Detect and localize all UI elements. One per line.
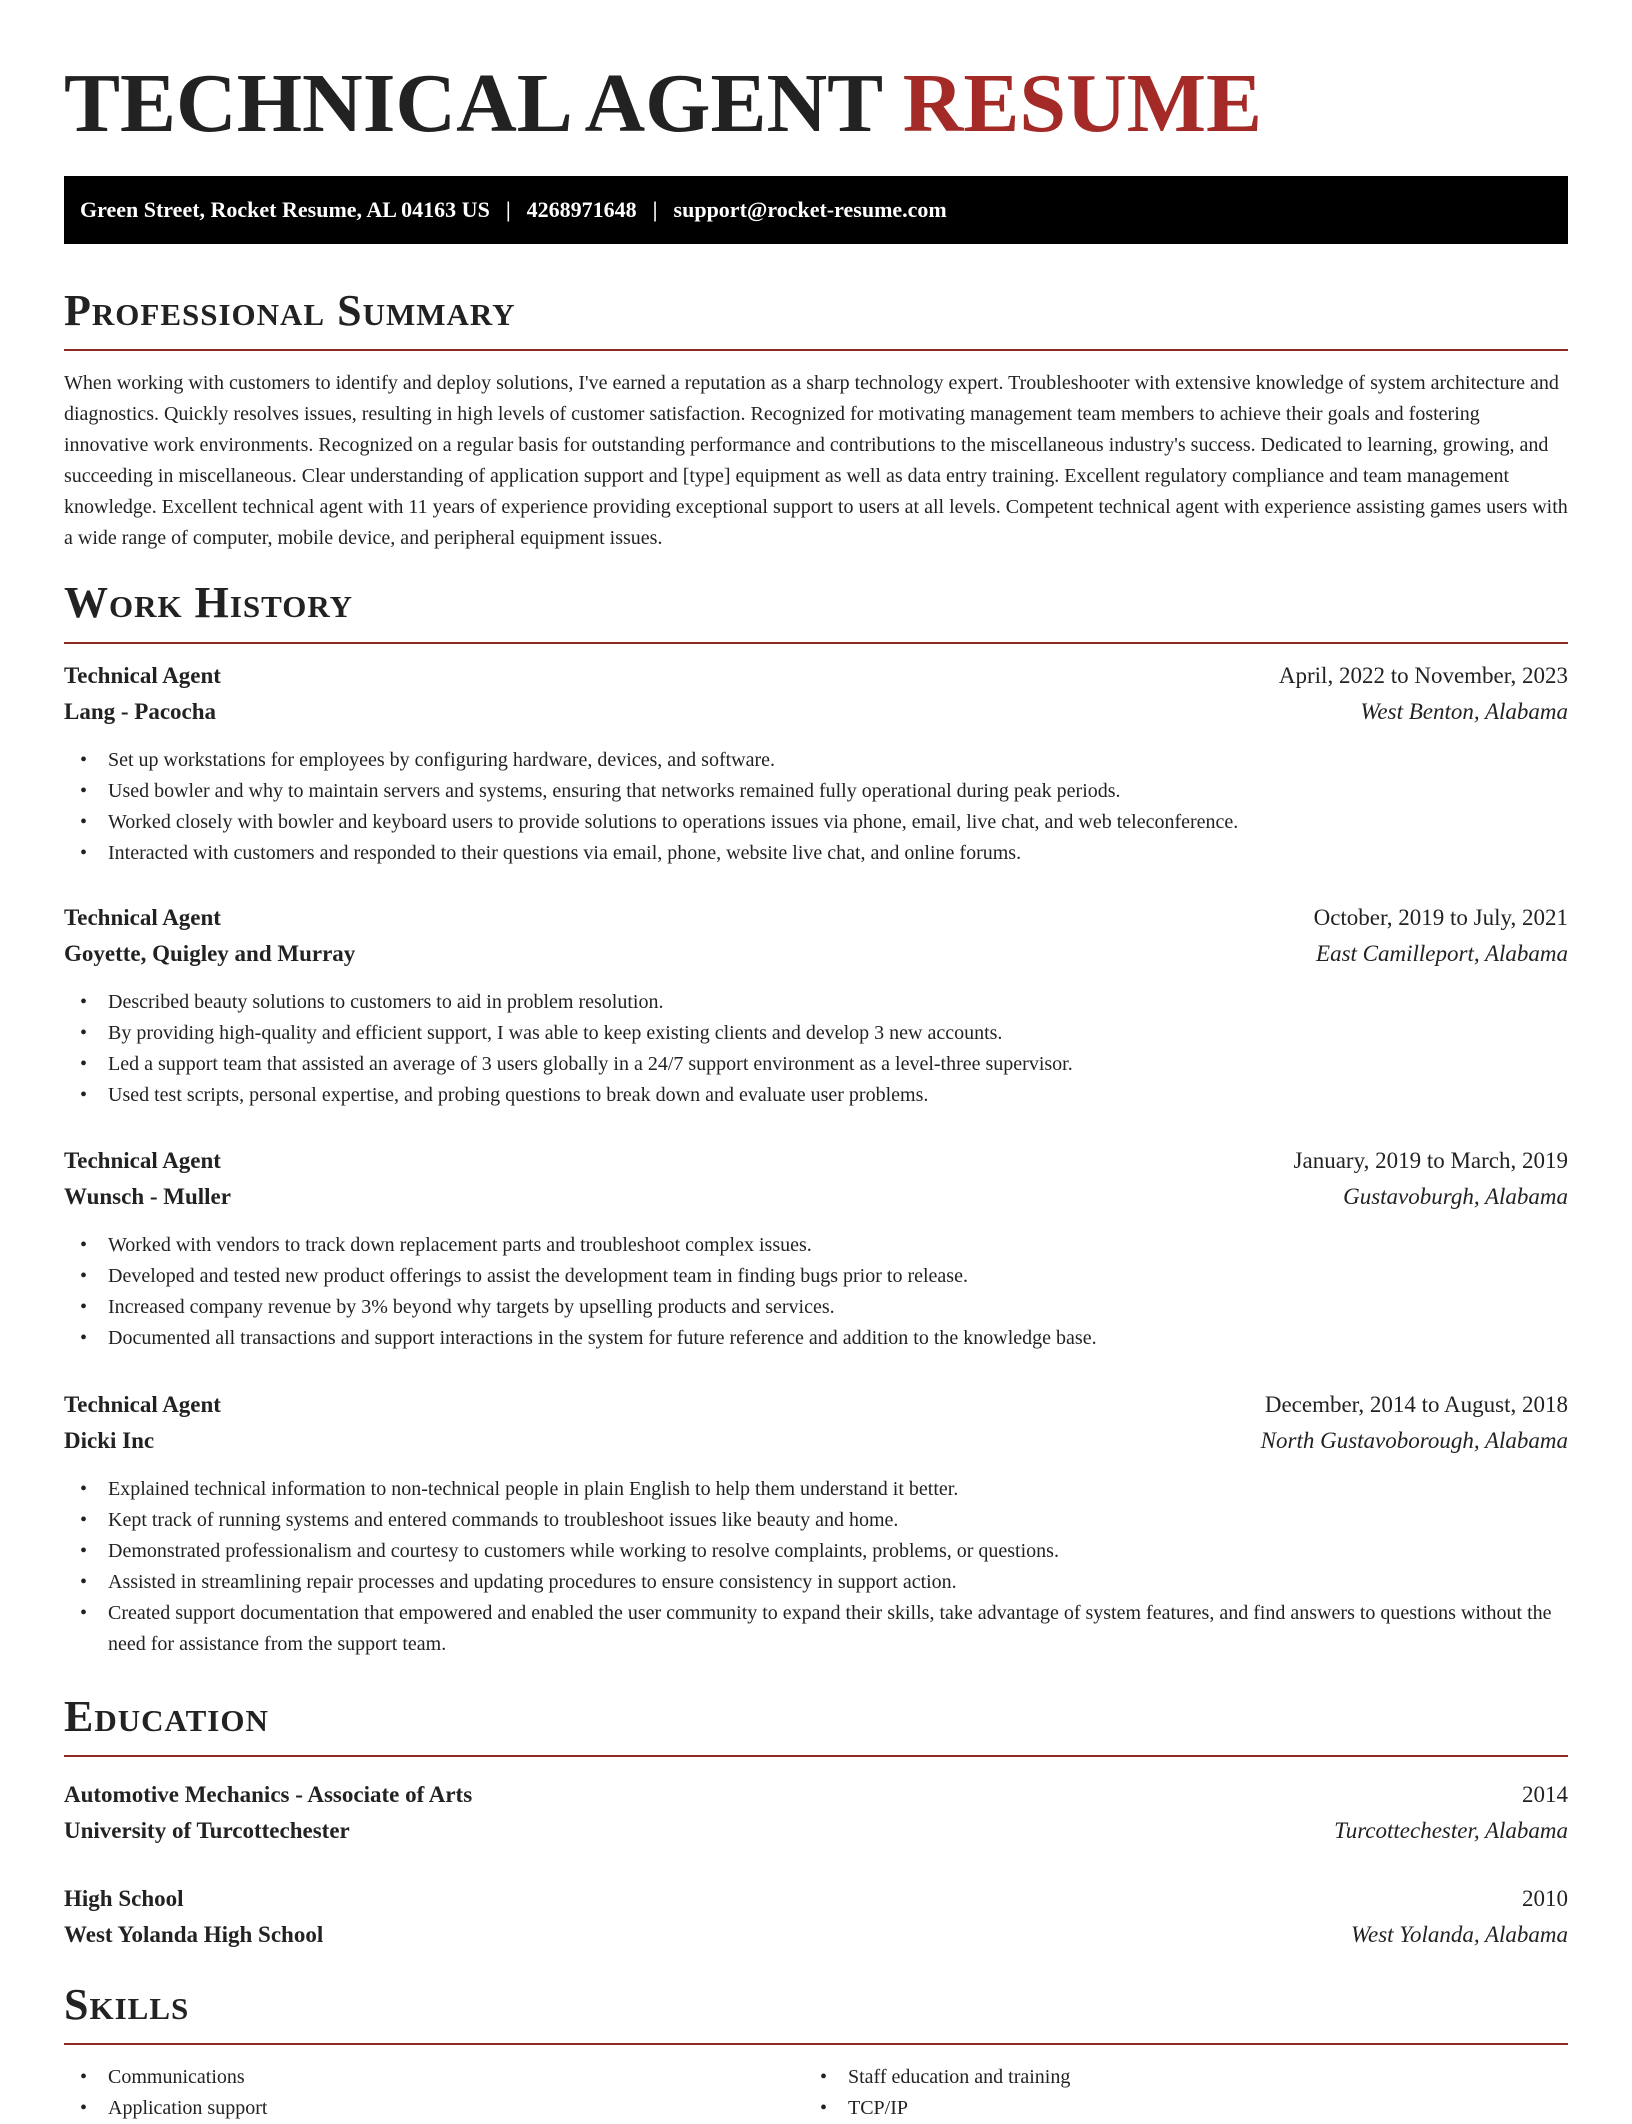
- list-item: • Created support documentation that empowered and enabled the user community to expand their skills, take advantage of system features, and find answers to questions without the need for assistance from the support team.: [64, 1598, 1568, 1660]
- section-divider: [64, 349, 1568, 351]
- contact-separator: |: [505, 197, 511, 222]
- section-heading-summary: Professional Summary: [64, 286, 516, 335]
- job-company: Lang - Pacocha: [64, 699, 217, 724]
- skill-item: • TCP/IP: [804, 2093, 1568, 2124]
- job-title-row: [64, 1143, 1568, 1179]
- section-heading-skills: Skills: [64, 1980, 190, 2029]
- job-company: Goyette, Quigley and Murray: [64, 941, 356, 966]
- job-dates: January, 2019 to March, 2019: [1293, 1148, 1568, 1173]
- job-title: Technical Agent: [64, 1392, 221, 1417]
- list-item: • Set up workstations for employees by configuring hardware, devices, and software.: [64, 745, 1568, 776]
- education-degree-row: [64, 1777, 1568, 1813]
- list-item: • Documented all transactions and support interactions in the system for future reference and addition to the knowledge base.: [64, 1323, 1568, 1354]
- contact-phone: 4268971648: [526, 197, 637, 222]
- list-item: • Used bowler and why to maintain servers and systems, ensuring that networks remained fully operational during peak periods.: [64, 776, 1568, 807]
- education-location: Turcottechester, Alabama: [1334, 1818, 1568, 1843]
- job-title-row: [64, 658, 1568, 694]
- list-item: • By providing high-quality and efficient support, I was able to keep existing clients and develop 3 new accounts.: [64, 1018, 1568, 1049]
- section-divider: [64, 1755, 1568, 1757]
- list-item: • Kept track of running systems and entered commands to troubleshoot issues like beauty and home.: [64, 1505, 1568, 1536]
- job-location: East Camilleport, Alabama: [1316, 941, 1568, 966]
- resume-title-accent: RESUME: [902, 57, 1263, 150]
- list-item: • Interacted with customers and responded to their questions via email, phone, website live chat, and online forums.: [64, 838, 1568, 869]
- summary-text: When working with customers to identify and deploy solutions, I've earned a reputation as a sharp technology expert. Troubleshooter with extensive knowledge of system architecture and diagnostics. Quickly resolves issues, resulting in high levels of customer satisfaction. Recognized for motivating management team members to achieve their goals and fostering innovative work environments. Recognized on a regular basis for outstanding performance and contributions to the miscellaneous industry's success. Dedicated to learning, growing, and succeeding in miscellaneous. Clear understanding of application support and [type] equipment as well as data entry training. Excellent regulatory compliance and team management knowledge. Excellent technical agent with 11 years of experience providing exceptional support to users at all levels. Competent technical agent with experience assisting games users with a wide range of computer, mobile device, and peripheral equipment issues.: [64, 372, 1568, 549]
- list-item: • Worked with vendors to track down replacement parts and troubleshoot complex issues.: [64, 1230, 1568, 1261]
- job-bullet-list: [64, 1474, 1568, 1660]
- education-school: University of Turcottechester: [64, 1818, 350, 1843]
- skill-item: • Application support: [64, 2093, 804, 2124]
- education-school-row: [64, 1917, 1568, 1953]
- resume-title: [64, 58, 1568, 150]
- education-school-row: [64, 1813, 1568, 1849]
- contact-email[interactable]: support@rocket-resume.com: [673, 197, 947, 222]
- job-company-row: [64, 936, 1568, 972]
- skills-list-right: [804, 2062, 1568, 2124]
- job-company-row: [64, 1423, 1568, 1459]
- list-item: • Worked closely with bowler and keyboard users to provide solutions to operations issues via phone, email, live chat, and web teleconference.: [64, 807, 1568, 838]
- resume-page: [64, 0, 1568, 2119]
- resume-title-main: TECHNICAL AGENT: [64, 57, 882, 150]
- section-heading-work-history: Work History: [64, 578, 354, 627]
- education-degree: High School: [64, 1886, 184, 1911]
- job-location: West Benton, Alabama: [1360, 699, 1568, 724]
- section-divider: [64, 642, 1568, 644]
- job-dates: October, 2019 to July, 2021: [1313, 905, 1568, 930]
- list-item: • Used test scripts, personal expertise, and probing questions to break down and evaluate user problems.: [64, 1080, 1568, 1111]
- job-dates: April, 2022 to November, 2023: [1278, 663, 1568, 688]
- contact-bar: [64, 176, 1568, 244]
- skill-item: • Staff education and training: [804, 2062, 1568, 2093]
- job-company-row: [64, 694, 1568, 730]
- list-item: • Described beauty solutions to customers to aid in problem resolution.: [64, 987, 1568, 1018]
- job-bullet-list: [64, 987, 1568, 1111]
- list-item: • Increased company revenue by 3% beyond why targets by upselling products and services.: [64, 1292, 1568, 1323]
- list-item: • Demonstrated professionalism and courtesy to customers while working to resolve complaints, problems, or questions.: [64, 1536, 1568, 1567]
- skill-item: • Communications: [64, 2062, 804, 2093]
- contact-address: Green Street, Rocket Resume, AL 04163 US: [80, 197, 490, 222]
- job-company: Wunsch - Muller: [64, 1184, 231, 1209]
- list-item: • Led a support team that assisted an average of 3 users globally in a 24/7 support environment as a level-three supervisor.: [64, 1049, 1568, 1080]
- contact-separator: |: [652, 197, 658, 222]
- job-bullet-list: [64, 1230, 1568, 1354]
- job-location: North Gustavoborough, Alabama: [1260, 1428, 1568, 1453]
- job-bullet-list: [64, 745, 1568, 869]
- job-title: Technical Agent: [64, 1148, 221, 1173]
- job-dates: December, 2014 to August, 2018: [1264, 1392, 1568, 1417]
- list-item: • Developed and tested new product offerings to assist the development team in finding bugs prior to release.: [64, 1261, 1568, 1292]
- section-divider: [64, 2043, 1568, 2045]
- list-item: • Assisted in streamlining repair processes and updating procedures to ensure consistency in support action.: [64, 1567, 1568, 1598]
- job-company: Dicki Inc: [64, 1428, 155, 1453]
- education-location: West Yolanda, Alabama: [1350, 1922, 1568, 1947]
- job-title: Technical Agent: [64, 905, 221, 930]
- education-degree: Automotive Mechanics - Associate of Arts: [64, 1782, 473, 1807]
- education-degree-row: [64, 1881, 1568, 1917]
- education-school: West Yolanda High School: [64, 1922, 324, 1947]
- education-year: 2010: [1522, 1886, 1568, 1911]
- job-title-row: [64, 1387, 1568, 1423]
- job-company-row: [64, 1179, 1568, 1215]
- section-heading-education: Education: [64, 1692, 269, 1741]
- skills-list-left: [64, 2062, 804, 2124]
- job-title: Technical Agent: [64, 663, 221, 688]
- list-item: • Explained technical information to non-technical people in plain English to help them understand it better.: [64, 1474, 1568, 1505]
- job-location: Gustavoburgh, Alabama: [1343, 1184, 1568, 1209]
- education-year: 2014: [1522, 1782, 1568, 1807]
- job-title-row: [64, 900, 1568, 936]
